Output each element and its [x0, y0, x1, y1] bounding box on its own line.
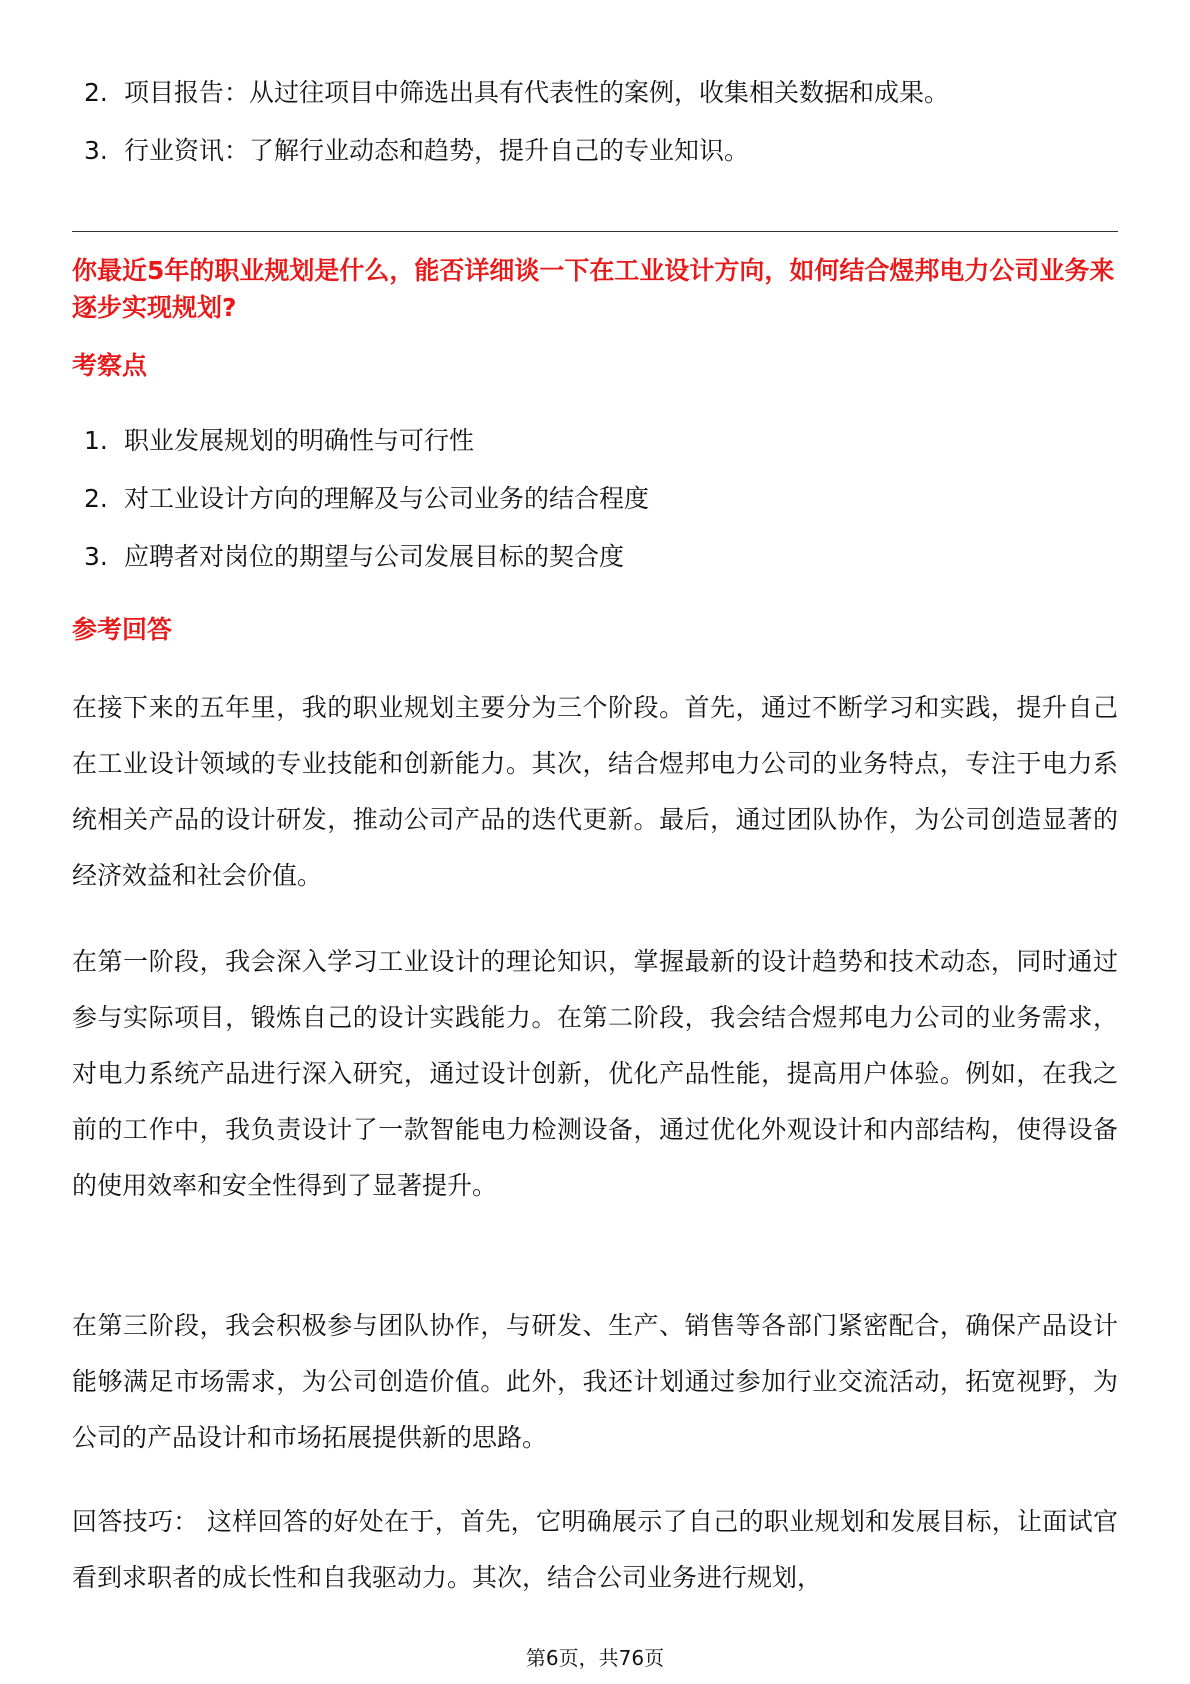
page-number-footer: 第6页，共76页	[525, 1646, 665, 1670]
answer-paragraph: 在接下来的五年里，我的职业规划主要分为三个阶段。首先，通过不断学习和实践，提升自己在工业设计领域的专业技能和创新能力。其次，结合煜邦电力公司的业务特点，专注于电力系统相关产品的设计研发，推动公司产品的迭代更新。最后，通过团队协作，为公司创造显著的经济效益和社会价值。	[72, 693, 1118, 890]
document-page	[72, 0, 1118, 1684]
answer-paragraph: 在第三阶段，我会积极参与团队协作，与研发、生产、销售等各部门紧密配合，确保产品设计能够满足市场需求，为公司创造价值。此外，我还计划通过参加行业交流活动，拓宽视野，为公司的产品设计和市场拓展提供新的思路。	[72, 1311, 1118, 1452]
list-item	[72, 481, 1118, 517]
list-item	[72, 423, 1118, 459]
reference-answer-heading: 参考回答	[72, 615, 173, 644]
list-item-number: 3.	[84, 542, 108, 571]
list-item-number: 3.	[84, 136, 108, 165]
list-item-text: 应聘者对岗位的期望与公司发展目标的契合度	[124, 542, 625, 571]
list-item-number: 1.	[84, 426, 108, 455]
list-item	[72, 75, 1118, 111]
continued-list	[72, 75, 1118, 191]
interview-question: 你最近5年的职业规划是什么，能否详细谈一下在工业设计方向，如何结合煜邦电力公司业务来逐步实现规划?	[72, 256, 1115, 322]
list-item-text: 职业发展规划的明确性与可行性	[124, 426, 475, 455]
list-item-text: 项目报告：从过往项目中筛选出具有代表性的案例，收集相关数据和成果。	[124, 78, 950, 107]
list-item	[72, 133, 1118, 169]
answer-tips-paragraph: 回答技巧： 这样回答的好处在于，首先，它明确展示了自己的职业规划和发展目标，让面试官看到求职者的成长性和自我驱动力。其次，结合公司业务进行规划，	[72, 1507, 1118, 1592]
examination-points-list	[72, 423, 1118, 597]
list-item-number: 2.	[84, 484, 108, 513]
list-item-text: 对工业设计方向的理解及与公司业务的结合程度	[124, 484, 650, 513]
list-item	[72, 539, 1118, 575]
examination-points-heading: 考察点	[72, 351, 148, 380]
answer-paragraph: 在第一阶段，我会深入学习工业设计的理论知识，掌握最新的设计趋势和技术动态，同时通过参与实际项目，锻炼自己的设计实践能力。在第二阶段，我会结合煜邦电力公司的业务需求，对电力系统产品进行深入研究，通过设计创新，优化产品性能，提高用户体验。例如，在我之前的工作中，我负责设计了一款智能电力检测设备，通过优化外观设计和内部结构，使得设备的使用效率和安全性得到了显著提升。	[72, 947, 1118, 1200]
section-divider	[72, 231, 1118, 232]
list-item-number: 2.	[84, 78, 108, 107]
list-item-text: 行业资讯：了解行业动态和趋势，提升自己的专业知识。	[124, 136, 750, 165]
